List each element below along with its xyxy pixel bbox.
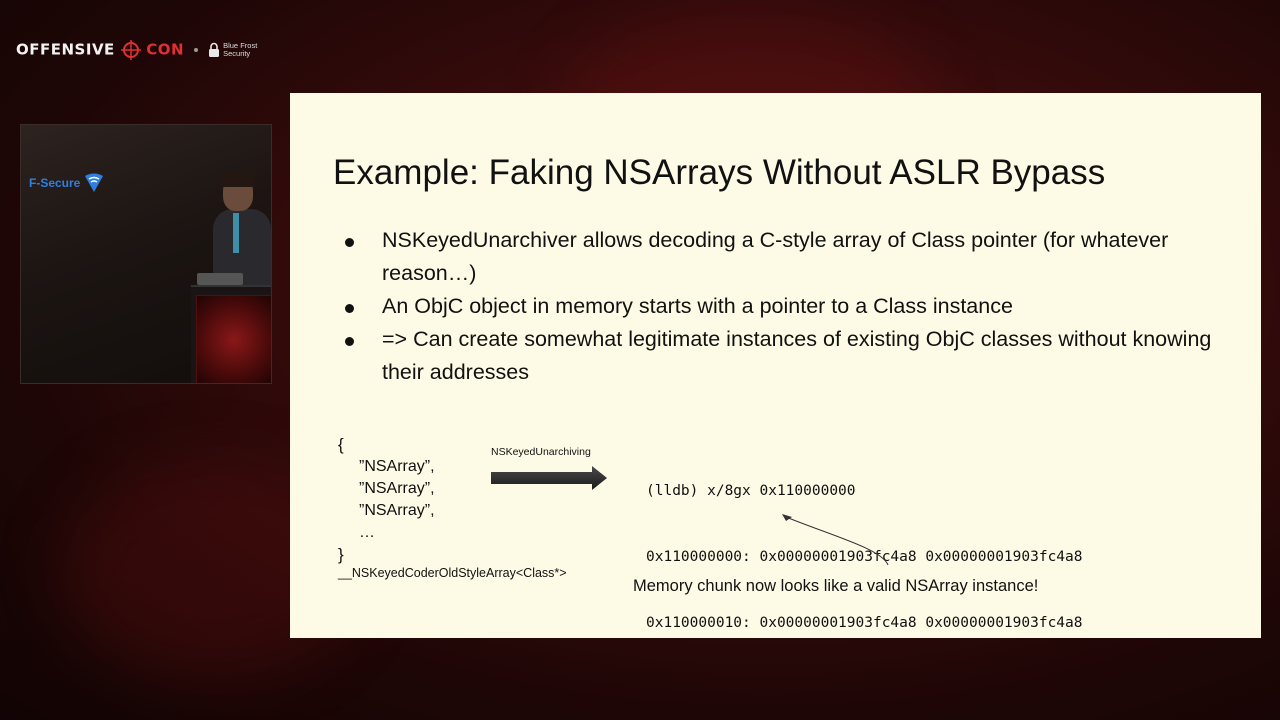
bullet-item (340, 323, 1220, 389)
fsecure-label: F-Secure (29, 176, 81, 190)
speaker-video-panel (20, 124, 272, 384)
bullet-dot-icon (345, 238, 354, 247)
logo-text-part3: CON (146, 40, 185, 59)
bluefrost-label: Blue Frost Security (223, 41, 258, 58)
bullet-text: => Can create somewhat legitimate instances of existing ObjC classes without knowing their addresses (382, 327, 1212, 384)
conference-logo-bar (16, 38, 267, 62)
speaker-lanyard (233, 213, 239, 253)
array-item: … (359, 524, 375, 541)
archive-array-literal (338, 434, 435, 566)
bluefrost-logo (208, 42, 267, 58)
laptop (197, 273, 243, 285)
memory-caption: Memory chunk now looks like a valid NSArray instance! (633, 577, 1039, 595)
logo-text-part2: IVE (85, 40, 115, 59)
array-item: ”NSArray”, (359, 502, 435, 519)
lldb-line: 0x110000010: 0x00000001903fc4a8 0x00000001903fc4a8 (646, 615, 1083, 631)
bullet-dot-icon (345, 337, 354, 346)
bullet-item (340, 290, 1220, 323)
event-poster (196, 295, 272, 384)
close-brace: } (338, 545, 344, 564)
arrow-label: NSKeyedUnarchiving (491, 446, 591, 458)
class-type-label: __NSKeyedCoderOldStyleArray<Class*> (338, 566, 567, 580)
logo-text-part1: OFFENS (16, 40, 86, 59)
fsecure-logo (29, 173, 105, 193)
bullet-list (340, 224, 1220, 389)
slide-title: Example: Faking NSArrays Without ASLR Bypass (333, 153, 1106, 192)
crosshair-icon (121, 40, 141, 60)
open-brace: { (338, 435, 344, 454)
lldb-line: (lldb) x/8gx 0x110000000 (646, 483, 856, 499)
logo-separator (194, 48, 198, 52)
wifi-shield-icon (83, 173, 105, 193)
bullet-text: NSKeyedUnarchiver allows decoding a C-style array of Class pointer (for whatever reason…) (382, 228, 1169, 285)
lock-icon (208, 42, 220, 58)
offensivecon-logo (16, 40, 184, 60)
pointer-arrow-icon (770, 505, 910, 569)
lldb-line: 0x110000000: 0x00000001903fc4a8 0x00000001903fc4a8 (646, 549, 1083, 565)
presentation-slide (290, 93, 1261, 638)
speaker-hair (221, 171, 255, 187)
array-item: ”NSArray”, (359, 458, 435, 475)
bullet-text: An ObjC object in memory starts with a pointer to a Class instance (382, 294, 1013, 318)
bullet-dot-icon (345, 304, 354, 313)
right-arrow-icon (490, 465, 610, 491)
bullet-item (340, 224, 1220, 290)
array-item: ”NSArray”, (359, 480, 435, 497)
